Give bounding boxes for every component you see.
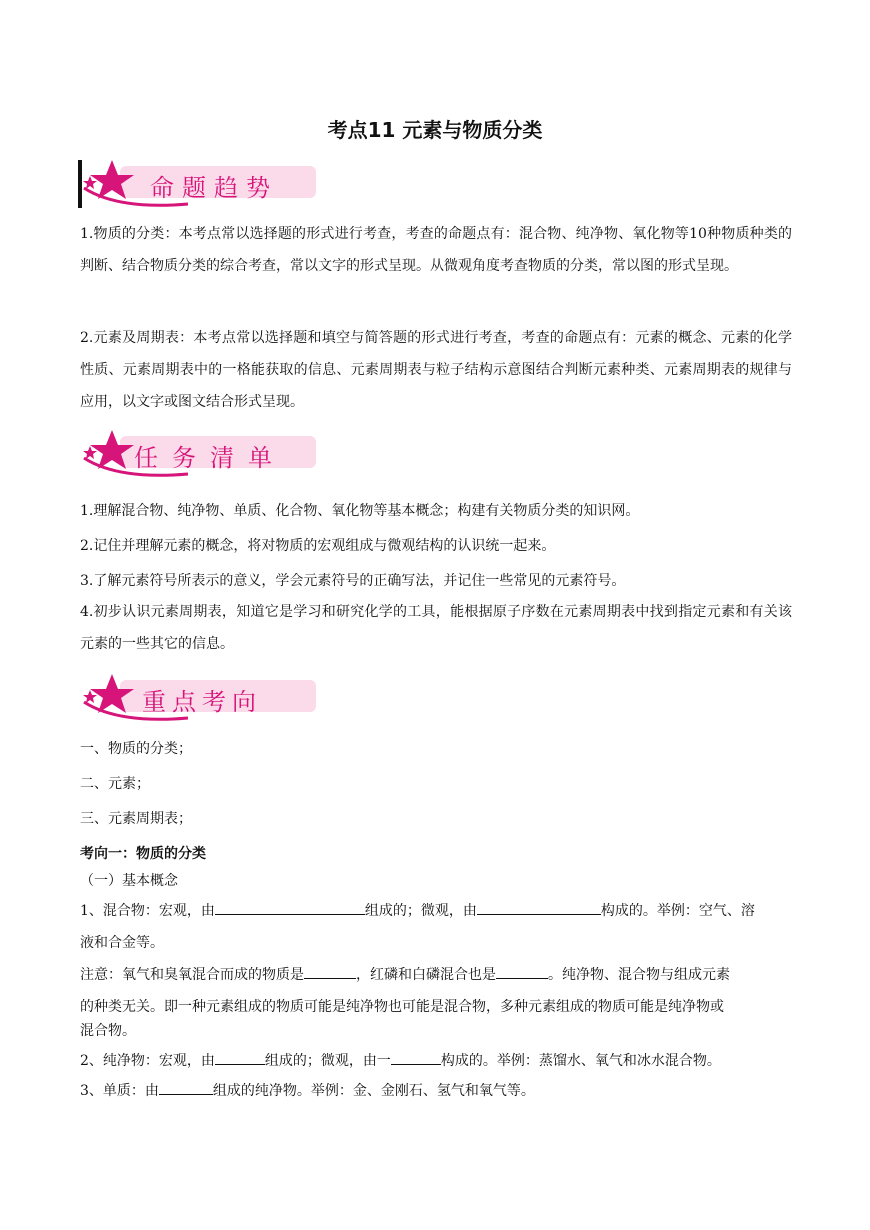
element-substance-line [80, 1080, 792, 1100]
text-segment: 构成的。举例：蒸馏水、氧气和冰水混合物。 [440, 1053, 721, 1069]
text-segment: 2、纯净物：宏观，由 [80, 1053, 215, 1069]
banner-label: 任务清单 [134, 444, 286, 472]
note-line [80, 964, 792, 984]
direction-heading: 考向一：物质的分类 [80, 846, 206, 862]
focus-item: 二、元素； [80, 776, 150, 792]
text-segment: 构成的。举例：空气、溶 [600, 903, 755, 919]
fill-blank[interactable] [215, 1050, 265, 1065]
fill-blank[interactable] [391, 1050, 441, 1065]
text-segment: 组成的纯净物。举例：金、金刚石、氢气和氧气等。 [212, 1083, 535, 1099]
banner-label: 命题趋势 [150, 174, 278, 202]
fill-blank[interactable] [496, 964, 548, 979]
text-segment: 组成的；微观，由一 [264, 1053, 391, 1069]
fill-blank[interactable] [477, 900, 601, 915]
fill-blank[interactable] [215, 900, 365, 915]
page-title: 考点11 元素与物质分类 [327, 118, 543, 142]
trend-paragraph: 1.物质的分类：本考点常以选择题的形式进行考查，考查的命题点有：混合物、纯净物、氧化物等10种物质种类的判断、结合物质分类的综合考查，常以文字的形式呈现。从微观角度考查物质的分类，常以图的形式呈现。 [80, 226, 792, 274]
focus-item: 一、物质的分类； [80, 741, 192, 757]
text-segment: 组成的；微观，由 [364, 903, 477, 919]
banner-label: 重点考向 [142, 688, 262, 716]
subheading: （一）基本概念 [80, 873, 178, 889]
fill-blank[interactable] [304, 964, 356, 979]
mixture-line-cont: 液和合金等。 [80, 935, 164, 951]
task-item: 2.记住并理解元素的概念，将对物质的宏观组成与微观结构的认识统一起来。 [80, 538, 556, 554]
banner-focus [78, 672, 318, 724]
text-segment: ，红磷和白磷混合也是 [356, 967, 496, 983]
note-line-cont: 混合物。 [80, 1023, 136, 1039]
task-item: 1.理解混合物、纯净物、单质、化合物、氧化物等基本概念；构建有关物质分类的知识网。 [80, 503, 640, 519]
task-item: 4.初步认识元素周期表，知道它是学习和研究化学的工具，能根据原子序数在元素周期表中找到指定元素和有关该元素的一些其它的信息。 [80, 604, 792, 652]
text-segment: 1、混合物：宏观，由 [80, 903, 215, 919]
text-segment: 3、单质：由 [80, 1083, 159, 1099]
text-segment: 注意：氧气和臭氧混合而成的物质是 [80, 967, 304, 983]
banner-trend [78, 158, 318, 210]
trend-paragraph: 2.元素及周期表：本考点常以选择题和填空与简答题的形式进行考查，考查的命题点有：元素的概念、元素的化学性质、元素周期表中的一格能获取的信息、元素周期表与粒子结构示意图结合判断元素种类、元素周期表的规律与应用，以文字或图文结合形式呈现。 [80, 330, 792, 410]
task-item: 3.了解元素符号所表示的意义，学会元素符号的正确写法，并记住一些常见的元素符号。 [80, 573, 626, 589]
mixture-line [80, 900, 792, 920]
banner-tasks [78, 428, 318, 480]
note-line-cont: 的种类无关。即一种元素组成的物质可能是纯净物也可能是混合物，多种元素组成的物质可能是纯净物或 [80, 999, 724, 1015]
pure-line [80, 1050, 792, 1070]
focus-item: 三、元素周期表； [80, 811, 192, 827]
text-segment: 。纯净物、混合物与组成元素 [548, 967, 730, 983]
fill-blank[interactable] [159, 1080, 213, 1095]
